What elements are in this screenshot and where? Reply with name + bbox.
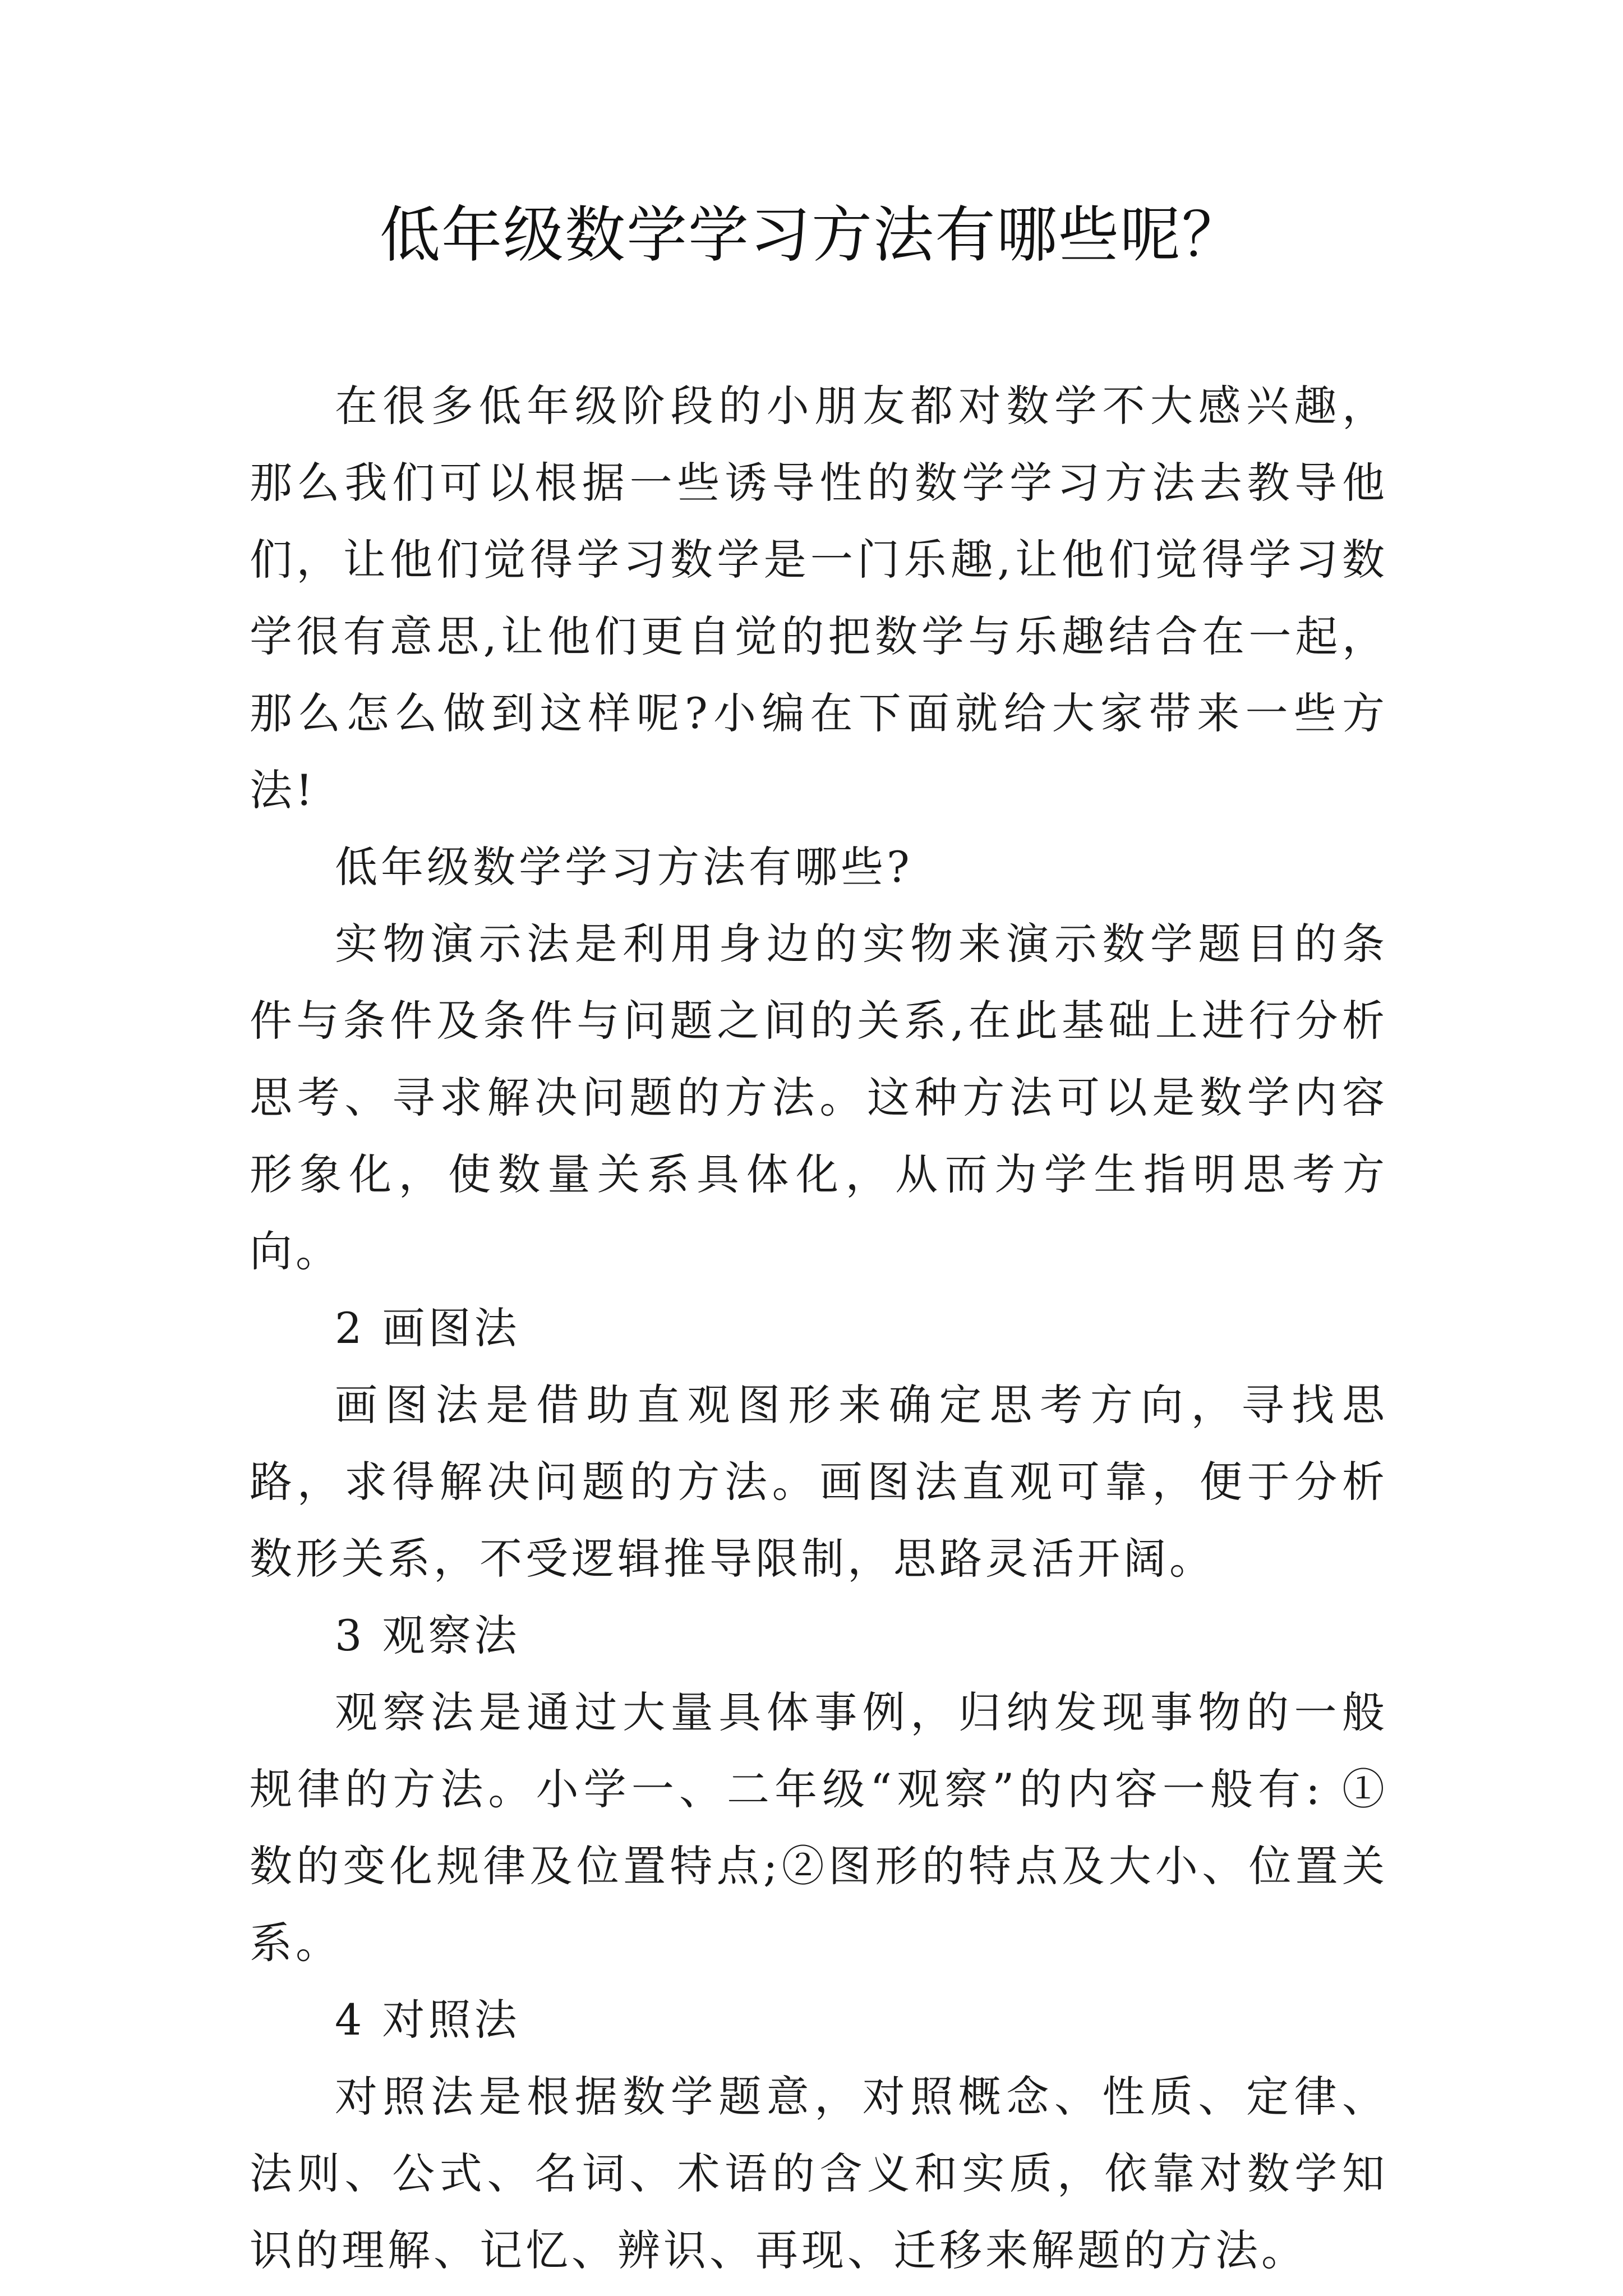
paragraph-drawing-method: 画图法是借助直观图形来确定思考方向，寻找思路，求得解决问题的方法。画图法直观可靠，便于分析数形关系，不受逻辑推导限制，思路灵活开阔。 <box>250 1380 1388 1584</box>
paragraph-observation-method: 观察法是通过大量具体事例，归纳发现事物的一般规律的方法。小学一、二年级“观察”的内容一般有: ①数的变化规律及位置特点;②图形的特点及大小、位置关系。 <box>250 1687 1388 1968</box>
heading-observation-method: 3 观察法 <box>335 1611 520 1660</box>
paragraph-comparison-method: 对照法是根据数学题意，对照概念、性质、定律、法则、公式、名词、术语的含义和实质，依靠对数学知识的理解、记忆、辨识、再现、迁移来解题的方法。 <box>250 2072 1388 2275</box>
document-body <box>250 367 1388 2289</box>
paragraph-question: 低年级数学学习方法有哪些? <box>335 842 913 892</box>
paragraph-demonstration-method: 实物演示法是利用身边的实物来演示数学题目的条件与条件及条件与问题之间的关系,在此基础上进行分析思考、寻求解决问题的方法。这种方法可以是数学内容形象化，使数量关系具体化，从而为学生指明思考方向。 <box>250 919 1388 1276</box>
paragraph-intro: 在很多低年级阶段的小朋友都对数学不大感兴趣，那么我们可以根据一些诱导性的数学学习方法去教导他们，让他们觉得学习数学是一门乐趣,让他们觉得学习数学很有意思,让他们更自觉的把数学与乐趣结合在一起，那么怎么做到这样呢?小编在下面就给大家带来一些方法! <box>250 381 1388 815</box>
document-title: 低年级数学学习方法有哪些呢？ <box>379 200 1243 270</box>
heading-comparison-method: 4 对照法 <box>335 1995 520 2045</box>
heading-drawing-method: 2 画图法 <box>335 1303 520 1353</box>
